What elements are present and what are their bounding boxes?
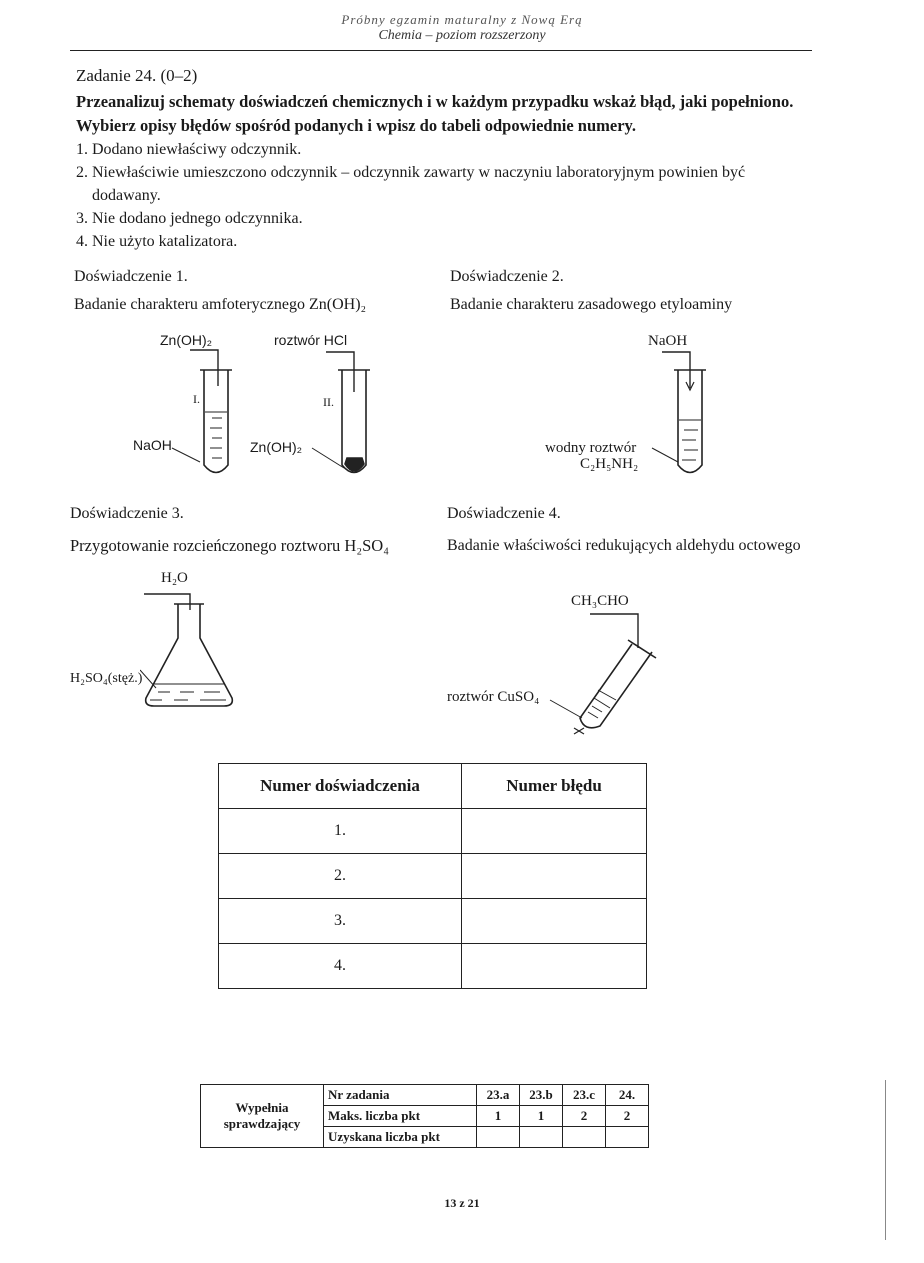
flame-symbol bbox=[574, 728, 584, 734]
experiment-2-title: Doświadczenie 2. bbox=[450, 268, 564, 285]
scoring-filled-by: Wypełnia sprawdzający bbox=[201, 1085, 324, 1148]
error-option: 1. Dodano niewłaściwy odczynnik. bbox=[76, 141, 302, 158]
experiment-4-description: Badanie właściwości redukujących aldehydu octowego bbox=[447, 537, 801, 554]
scoring-max-points: 2 bbox=[606, 1106, 649, 1127]
table-row bbox=[219, 944, 647, 989]
scoring-task-id: 23.a bbox=[477, 1085, 520, 1106]
experiment-4-diagram bbox=[540, 600, 670, 740]
task-title: Zadanie 24. (0–2) bbox=[76, 66, 198, 85]
exp4-label-reagent: roztwór CuSO₄ bbox=[447, 689, 540, 705]
experiment-number-cell: 4. bbox=[219, 944, 462, 989]
exp1-label-tube1-content: NaOH bbox=[133, 437, 172, 453]
exp1-label-tube2-content: Zn(OH)₂ bbox=[250, 439, 303, 455]
exp1-tube-1-label: I. bbox=[193, 392, 200, 406]
page-number: 13 z 21 bbox=[444, 1196, 480, 1210]
scoring-max-points: 2 bbox=[563, 1106, 606, 1127]
answer-table-header-error: Numer błędu bbox=[462, 764, 647, 809]
scoring-obtained-cell[interactable] bbox=[477, 1127, 520, 1148]
tilted-test-tube bbox=[550, 614, 656, 728]
answer-table-header-experiment: Numer doświadczenia bbox=[219, 764, 462, 809]
scoring-label-max: Maks. liczba pkt bbox=[324, 1106, 477, 1127]
experiment-1-description: Badanie charakteru amfoterycznego Zn(OH)₂ bbox=[74, 296, 367, 313]
error-number-cell[interactable] bbox=[462, 899, 647, 944]
answer-table bbox=[218, 763, 647, 989]
experiment-2-description: Badanie charakteru zasadowego etyloaminy bbox=[450, 296, 733, 313]
experiment-number-cell: 1. bbox=[219, 809, 462, 854]
table-row bbox=[219, 809, 647, 854]
error-number-cell[interactable] bbox=[462, 809, 647, 854]
experiment-2-diagram bbox=[620, 340, 730, 480]
header-divider bbox=[70, 50, 812, 51]
experiment-number-cell: 3. bbox=[219, 899, 462, 944]
exp1-label-reagent-a: Zn(OH)₂ bbox=[160, 332, 213, 348]
margin-line bbox=[885, 1080, 886, 1240]
scoring-obtained-cell[interactable] bbox=[563, 1127, 606, 1148]
exp2-label-reagent: NaOH bbox=[648, 333, 688, 349]
error-option: 3. Nie dodano jednego odczynnika. bbox=[76, 210, 303, 227]
experiment-1-title: Doświadczenie 1. bbox=[74, 268, 188, 285]
error-option: 4. Nie użyto katalizatora. bbox=[76, 233, 238, 250]
experiment-3-diagram bbox=[140, 586, 240, 716]
exam-header-title: Próbny egzamin maturalny z Nową Erą bbox=[341, 12, 583, 27]
scoring-table bbox=[200, 1084, 649, 1148]
exp2-label-amine: C₂H₅NH₂ bbox=[580, 456, 639, 472]
experiment-number-cell: 2. bbox=[219, 854, 462, 899]
scoring-obtained-cell[interactable] bbox=[520, 1127, 563, 1148]
exp1-tube-2-label: II. bbox=[323, 395, 334, 409]
table-row bbox=[219, 899, 647, 944]
exp1-label-reagent-b: roztwór HCl bbox=[274, 332, 348, 348]
erlenmeyer-flask bbox=[140, 594, 232, 706]
error-number-cell[interactable] bbox=[462, 944, 647, 989]
test-tube-2 bbox=[312, 352, 370, 473]
exp3-label-acid: H₂SO₄(stęż.) bbox=[70, 671, 143, 686]
scoring-max-points: 1 bbox=[477, 1106, 520, 1127]
exp3-label-water: H₂O bbox=[161, 570, 188, 586]
task-instruction: Przeanalizuj schematy doświadczeń chemicznych i w każdym przypadku wskaż błąd, jaki popełniono. Wybierz opisy błędów spośród podanych i wpisz do tabeli odpowiednie numery. bbox=[76, 92, 794, 135]
experiment-4-title: Doświadczenie 4. bbox=[447, 505, 561, 522]
experiment-3-title: Doświadczenie 3. bbox=[70, 505, 184, 522]
exp4-label-aldehyde: CH₃CHO bbox=[571, 593, 629, 609]
table-row bbox=[219, 854, 647, 899]
exam-header-subject: Chemia – poziom rozszerzony bbox=[378, 28, 546, 43]
experiment-3-description: Przygotowanie rozcieńczonego roztworu H₂SO₄ bbox=[70, 536, 389, 555]
scoring-label-task: Nr zadania bbox=[324, 1085, 477, 1106]
test-tube-1 bbox=[172, 350, 232, 473]
scoring-task-id: 23.c bbox=[563, 1085, 606, 1106]
experiment-1-diagram bbox=[130, 340, 390, 480]
exp2-label-solution: wodny roztwór bbox=[545, 440, 637, 456]
scoring-max-points: 1 bbox=[520, 1106, 563, 1127]
scoring-obtained-cell[interactable] bbox=[606, 1127, 649, 1148]
error-options-list bbox=[76, 138, 816, 253]
test-tube-3 bbox=[652, 352, 706, 473]
error-number-cell[interactable] bbox=[462, 854, 647, 899]
scoring-task-id: 24. bbox=[606, 1085, 649, 1106]
error-option: 2. Niewłaściwie umieszczono odczynnik – odczynnik zawarty w naczyniu laboratoryjnym powinien być dodawany. bbox=[76, 164, 746, 204]
scoring-label-obtained: Uzyskana liczba pkt bbox=[324, 1127, 477, 1148]
scoring-task-id: 23.b bbox=[520, 1085, 563, 1106]
